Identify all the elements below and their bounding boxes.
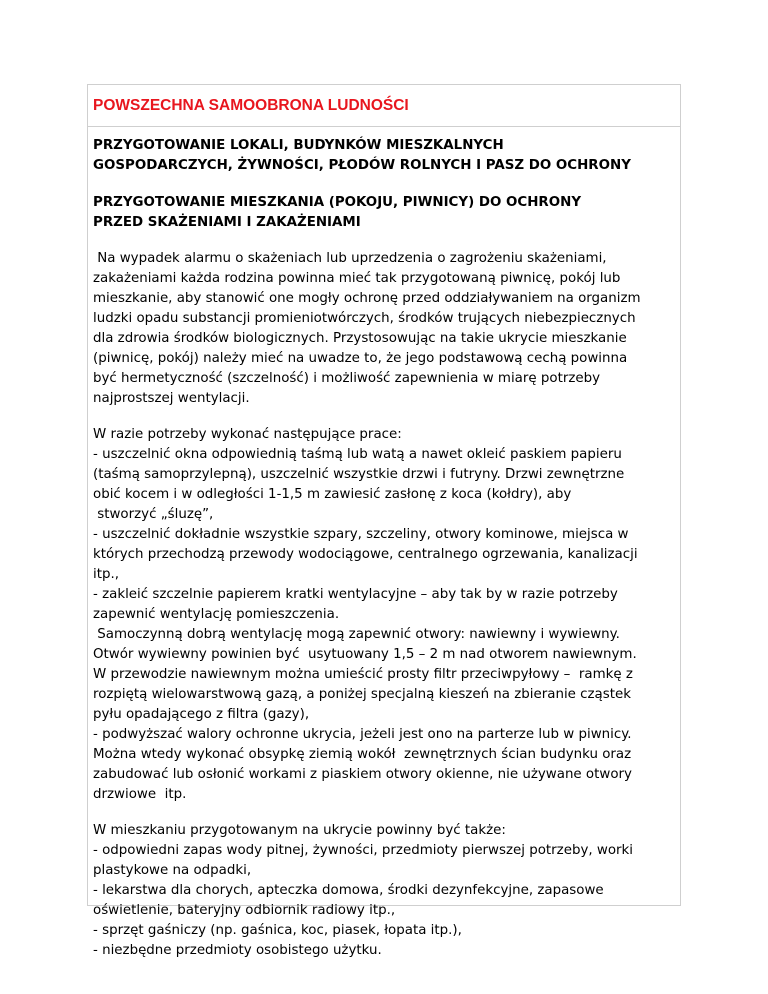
heading-line: GOSPODARCZYCH, ŻYWNOŚCI, PŁODÓW ROLNYCH I PASZ DO OCHRONY <box>93 158 631 173</box>
text-line: zabudować lub osłonić workami z piaskiem otwory okienne, nie używane otwory <box>93 767 632 782</box>
text-line: ludzki opadu substancji promieniotwórczych, środków trujących niebezpiecznych <box>93 311 636 326</box>
text-line: obić kocem i w odległości 1-1,5 m zawiesić zasłonę z koca (kołdry), aby <box>93 487 572 502</box>
instructions-paragraph <box>93 425 674 805</box>
text-line: - podwyższać walory ochronne ukrycia, jeżeli jest ono na parterze lub w piwnicy. <box>93 727 632 742</box>
text-line: Można wtedy wykonać obsypkę ziemią wokół zewnętrznych ścian budynku oraz <box>93 747 632 762</box>
text-line: zapewnić wentylację pomieszczenia. <box>93 607 340 622</box>
text-line: - niezbędne przedmioty osobistego użytku. <box>93 943 382 958</box>
supplies-paragraph <box>93 821 674 961</box>
document-title: POWSZECHNA SAMOOBRONA LUDNOŚCI <box>93 97 409 114</box>
text-line: być hermetyczność (szczelność) i możliwość zapewnienia w miarę potrzeby <box>93 371 601 386</box>
text-line: drzwiowe itp. <box>93 787 187 802</box>
text-line: rozpiętą wielowarstwową gazą, a poniżej specjalną kieszeń na zbieranie cząstek <box>93 687 631 702</box>
text-line: dla zdrowia środków biologicznych. Przystosowując na takie ukrycie mieszkanie <box>93 331 627 346</box>
text-line: - odpowiedni zapas wody pitnej, żywności, przedmioty pierwszej potrzeby, worki <box>93 843 634 858</box>
text-line: - uszczelnić okna odpowiednią taśmą lub watą a nawet okleić paskiem papieru <box>93 447 622 462</box>
heading-line: PRZED SKAŻENIAMI I ZAKAŻENIAMI <box>93 215 361 230</box>
heading-line: PRZYGOTOWANIE MIESZKANIA (POKOJU, PIWNICY) DO OCHRONY <box>93 195 582 210</box>
text-line: W razie potrzeby wykonać następujące prace: <box>93 427 402 442</box>
section-heading <box>93 136 674 176</box>
text-line: pyłu opadającego z filtra (gazy), <box>93 707 310 722</box>
text-line: stworzyć „śluzę”, <box>93 507 214 522</box>
text-line: Na wypadek alarmu o skażeniach lub uprzedzenia o zagrożeniu skażeniami, <box>93 251 607 266</box>
heading-line: PRZYGOTOWANIE LOKALI, BUDYNKÓW MIESZKALNYCH <box>93 138 504 153</box>
text-line: (taśmą samoprzylepną), uszczelnić wszystkie drzwi i futryny. Drzwi zewnętrzne <box>93 467 625 482</box>
document-table <box>87 84 681 958</box>
title-cell <box>88 85 680 127</box>
subsection-heading <box>93 193 674 233</box>
text-line: W przewodzie nawiewnym można umieścić prosty filtr przeciwpyłowy – ramkę z <box>93 667 633 682</box>
text-line: - zakleić szczelnie papierem kratki wentylacyjne – aby tak by w razie potrzeby <box>93 587 618 602</box>
text-line: mieszkanie, aby stanowić one mogły ochronę przed oddziaływaniem na organizm <box>93 291 641 306</box>
text-line: zakażeniami każda rodzina powinna mieć tak przygotowaną piwnicę, pokój lub <box>93 271 621 286</box>
content-cell <box>88 127 680 961</box>
text-line: itp., <box>93 567 119 582</box>
text-line: plastykowe na odpadki, <box>93 863 252 878</box>
intro-paragraph <box>93 249 674 409</box>
text-line: - sprzęt gaśniczy (np. gaśnica, koc, piasek, łopata itp.), <box>93 923 462 938</box>
text-line: Samoczynną dobrą wentylację mogą zapewnić otwory: nawiewny i wywiewny. <box>93 627 620 642</box>
text-line: - uszczelnić dokładnie wszystkie szpary, szczeliny, otwory kominowe, miejsca w <box>93 527 629 542</box>
text-line: Otwór wywiewny powinien być usytuowany 1,5 – 2 m nad otworem nawiewnym. <box>93 647 637 662</box>
text-line: których przechodzą przewody wodociągowe, centralnego ogrzewania, kanalizacji <box>93 547 638 562</box>
text-line: - lekarstwa dla chorych, apteczka domowa, środki dezynfekcyjne, zapasowe <box>93 883 604 898</box>
text-line: najprostszej wentylacji. <box>93 391 250 406</box>
text-line: W mieszkaniu przygotowanym na ukrycie powinny być także: <box>93 823 506 838</box>
text-line: (piwnicę, pokój) należy mieć na uwadze to, że jego podstawową cechą powinna <box>93 351 628 366</box>
text-line: oświetlenie, bateryjny odbiornik radiowy itp., <box>93 903 396 918</box>
